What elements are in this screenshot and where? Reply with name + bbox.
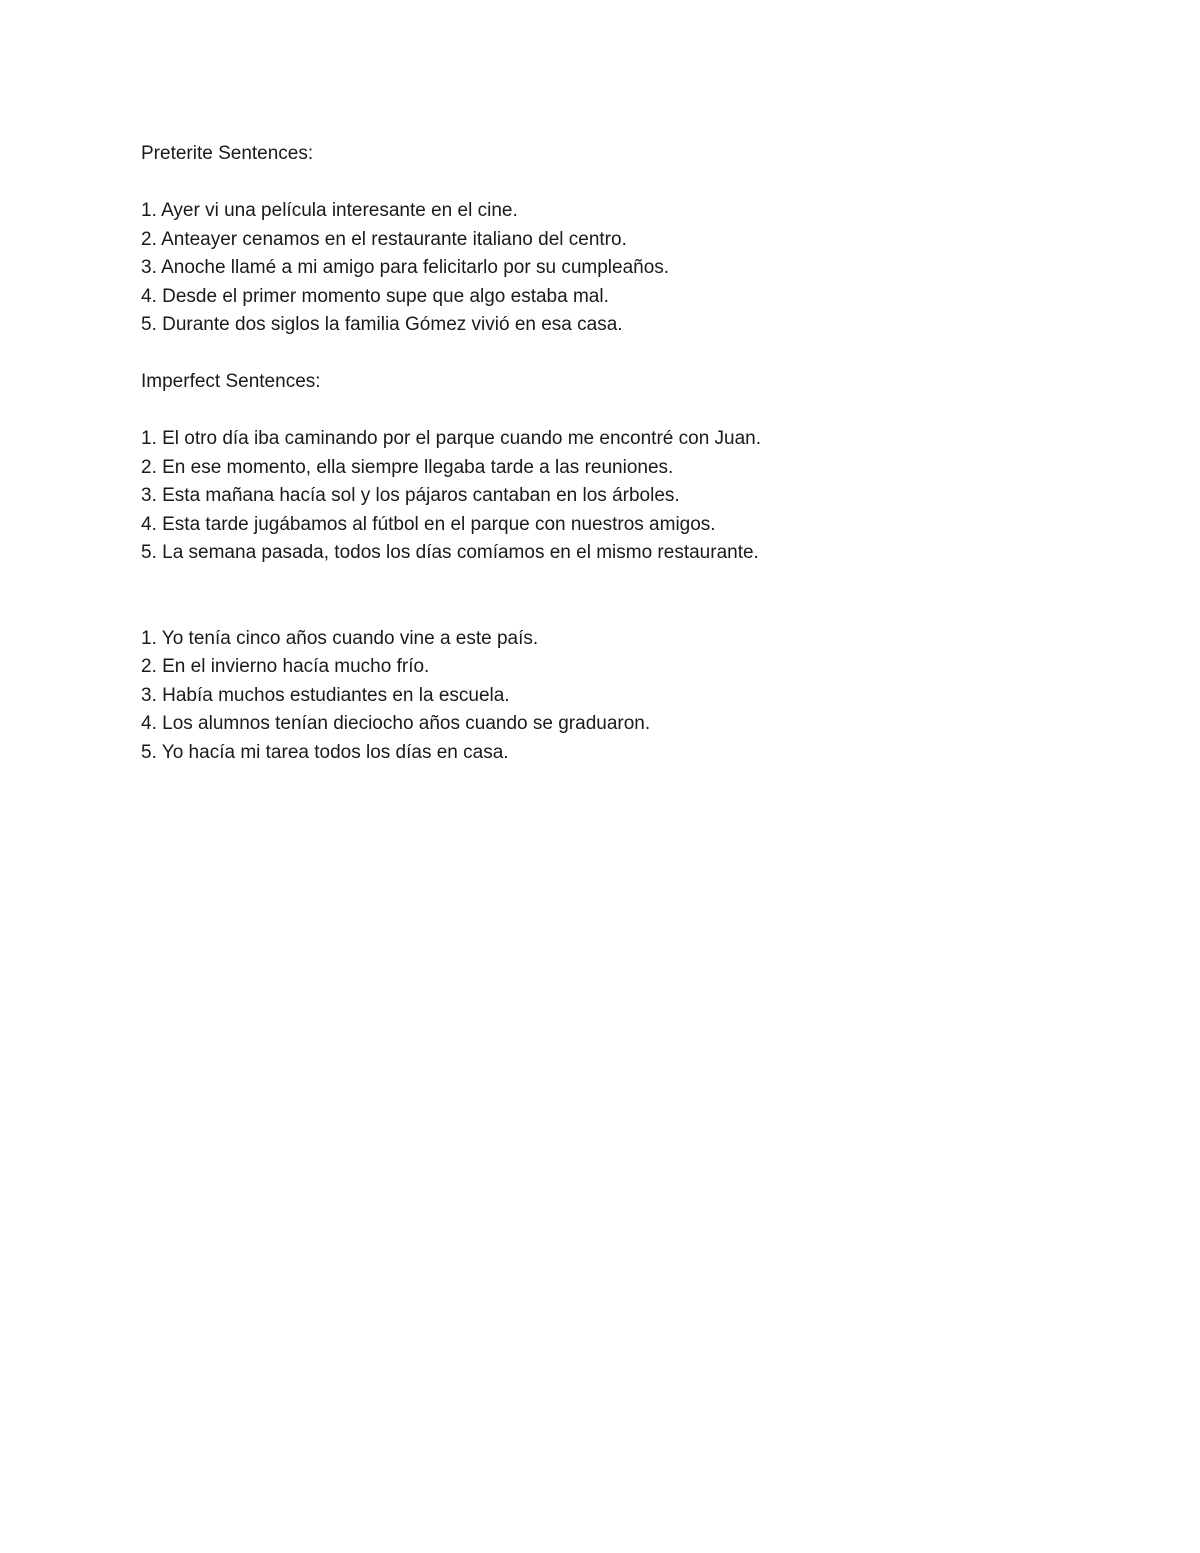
spacer	[141, 340, 1059, 369]
extra-list	[141, 625, 1059, 768]
imperfect-heading: Imperfect Sentences:	[141, 371, 321, 392]
imperfect-list	[141, 425, 1059, 568]
extra-item: 1. Yo tenía cinco años cuando vine a este país.	[141, 627, 539, 649]
imperfect-item: 3. Esta mañana hacía sol y los pájaros cantaban en los árboles.	[141, 485, 680, 506]
extra-item: 2. En el invierno hacía mucho frío.	[141, 656, 430, 677]
preterite-item: 2. Anteayer cenamos en el restaurante italiano del centro.	[141, 228, 627, 250]
preterite-item: 5. Durante dos siglos la familia Gómez vivió en esa casa.	[141, 314, 623, 335]
extra-item: 4. Los alumnos tenían dieciocho años cuando se graduaron.	[141, 713, 651, 734]
extra-item: 3. Había muchos estudiantes en la escuela.	[141, 684, 510, 706]
imperfect-item: 5. La semana pasada, todos los días comíamos en el mismo restaurante.	[141, 542, 759, 563]
preterite-item: 3. Anoche llamé a mi amigo para felicitarlo por su cumpleaños.	[141, 257, 670, 278]
spacer	[141, 568, 1059, 625]
imperfect-item: 2. En ese momento, ella siempre llegaba tarde a las reuniones.	[141, 456, 674, 478]
preterite-heading: Preterite Sentences:	[141, 143, 314, 164]
spacer	[141, 169, 1059, 198]
imperfect-item: 1. El otro día iba caminando por el parque cuando me encontré con Juan.	[141, 428, 762, 449]
spacer	[141, 397, 1059, 426]
extra-item: 5. Yo hacía mi tarea todos los días en casa.	[141, 741, 509, 763]
preterite-list	[141, 197, 1059, 340]
preterite-item: 1. Ayer vi una película interesante en el cine.	[141, 200, 518, 221]
imperfect-item: 4. Esta tarde jugábamos al fútbol en el parque con nuestros amigos.	[141, 513, 716, 535]
preterite-item: 4. Desde el primer momento supe que algo estaba mal.	[141, 285, 609, 307]
